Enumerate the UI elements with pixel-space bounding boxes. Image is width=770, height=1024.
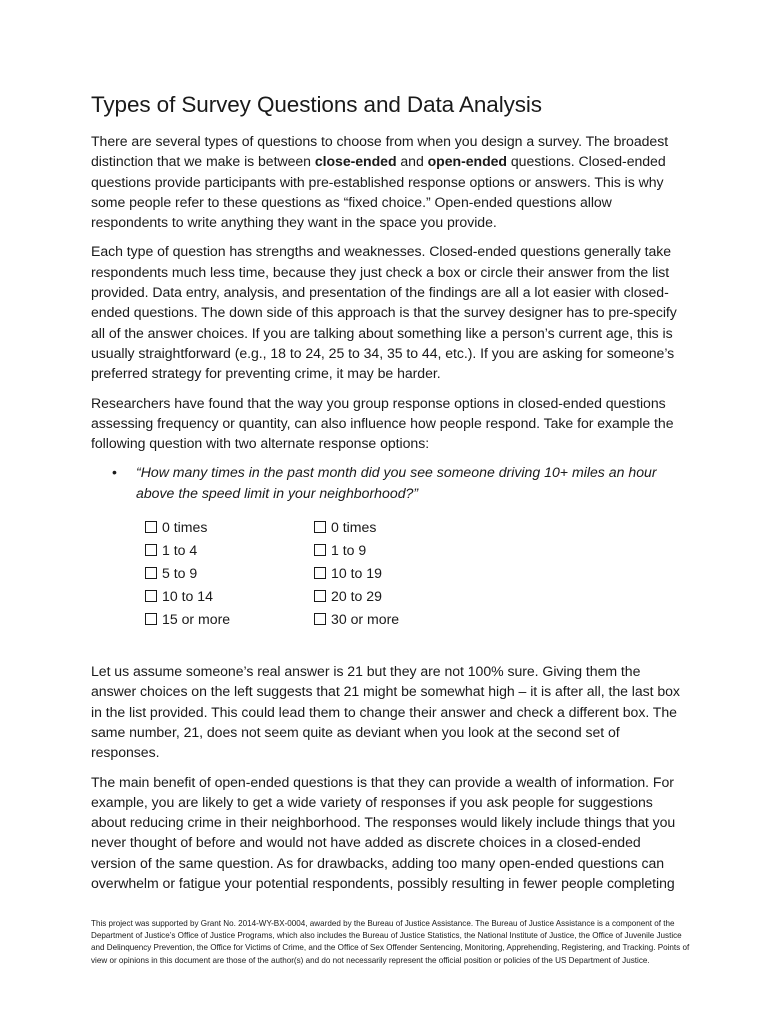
bullet-symbol: • (112, 464, 117, 481)
checkbox-icon (314, 544, 326, 556)
option-item (314, 561, 399, 584)
option-label: 10 to 14 (162, 587, 213, 604)
paragraph-open-ended: The main benefit of open-ended questions is that they can provide a wealth of information. For example, you are likely to get a wide variety of responses if you ask people for suggestions about reducing crime in their neighborhood. The responses would likely include things that you never thought of before and would not have added as discrete choices in a closed-ended version of the same question. As for drawbacks, adding too many open-ended questions can overwhelm or fatigue your potential respondents, possibly resulting in fewer people completing (91, 773, 676, 892)
document-body (91, 92, 687, 902)
option-label: 1 to 9 (331, 541, 367, 558)
option-item (145, 584, 230, 607)
checkbox-icon (145, 567, 157, 579)
option-label: 10 to 19 (331, 564, 382, 581)
option-item (314, 538, 399, 561)
option-item (314, 515, 399, 538)
paragraph-strengths: Each type of question has strengths and weaknesses. Closed-ended questions generally take respondents much less time, because they just check a box or circle their answer from the list provided. Data entry, analysis, and presentation of the findings are all a lot easier with closed-ended questions. The down side of this approach is that the survey designer has to pre-specify all of the answer choices. If you are talking about something like a person’s current age, this is usually straightforward (e.g., 18 to 24, 25 to 34, 35 to 44, etc.). If you are asking for someone’s preferred strategy for preventing crime, it may be harder. (91, 243, 677, 382)
checkbox-icon (314, 590, 326, 602)
term-close-ended: close-ended (314, 153, 397, 170)
paragraph-grouping: Researchers have found that the way you group response options in closed-ended questions assessing frequency or quantity, can also influence how people respond. Take for example the following question with two alternate response options: (91, 394, 674, 452)
options-left-column (145, 515, 230, 630)
option-label: 15 or more (162, 610, 231, 627)
option-label: 5 to 9 (162, 564, 198, 581)
paragraph-intro (91, 131, 687, 232)
checkbox-icon (145, 544, 157, 556)
option-item (145, 515, 230, 538)
option-label: 1 to 4 (162, 541, 198, 558)
option-item (145, 607, 230, 630)
options-right-column (314, 515, 399, 630)
checkbox-icon (145, 613, 157, 625)
paragraph-example-analysis: Let us assume someone’s real answer is 21 but they are not 100% sure. Giving them the answer choices on the left suggests that 21 might be somewhat high – it is after all, the last box in the list provided. This could lead them to change their answer and check a different box. The same number, 21, does not seem quite as deviant when you look at the second set of responses. (91, 663, 680, 761)
example-question (91, 462, 687, 503)
term-open-ended: open-ended (427, 153, 507, 170)
checkbox-icon (145, 521, 157, 533)
option-item (145, 538, 230, 561)
option-item (314, 584, 399, 607)
checkbox-icon (314, 521, 326, 533)
option-label: 30 or more (331, 610, 400, 627)
intro-text-d: questions. Closed-ended questions provide participants with pre-established response options or answers. This is why some people refer to these questions as “fixed choice.” Open-ended questions allow respondents to write anything they want in the space you provide. (91, 153, 666, 231)
intro-text-a: There are several types of questions to choose from when you design a survey. The broadest distinction that we make is between (91, 133, 669, 170)
option-label: 0 times (162, 518, 208, 535)
option-label: 20 to 29 (331, 587, 382, 604)
option-label: 0 times (331, 518, 377, 535)
intro-text-c: and (396, 153, 428, 170)
response-options (91, 515, 687, 633)
option-item (145, 561, 230, 584)
option-item (314, 607, 399, 630)
example-question-text: “How many times in the past month did you see someone driving 10+ miles an hour above the speed limit in your neighborhood?” (136, 464, 657, 501)
checkbox-icon (314, 613, 326, 625)
page-title: Types of Survey Questions and Data Analysis (91, 92, 542, 117)
funding-footnote: This project was supported by Grant No. 2014-WY-BX-0004, awarded by the Bureau of Justice Assistance. The Bureau of Justice Assistance is a component of the Department of Justice’s Office of Justice Programs, which also includes the Bureau of Justice Statistics, the National Institute of Justice, the Office of Juvenile Justice and Delinquency Prevention, the Office for Victims of Crime, and the Office of Sex Offender Sentencing, Monitoring, Apprehending, Registering, and Tracking. Points of view or opinions in this document are those of the author(s) and do not necessarily represent the official position or policies of the US Department of Justice. (91, 919, 690, 965)
checkbox-icon (145, 590, 157, 602)
checkbox-icon (314, 567, 326, 579)
